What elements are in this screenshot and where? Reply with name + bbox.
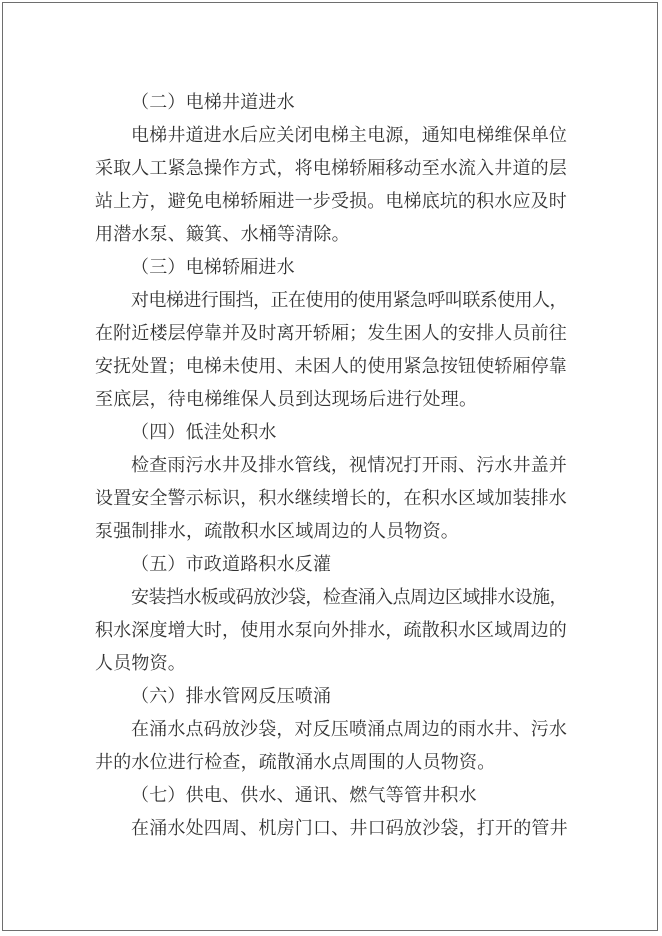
paragraph-line: 井的水位进行检查，疏散涌水点周围的人员物资。 bbox=[95, 752, 496, 772]
paragraph-line: 在涌水处四周、机房门口、井口码放沙袋，打开的管井 bbox=[131, 818, 568, 838]
paragraph-line: 安抚处置；电梯未使用、未困人的使用紧急按钮使轿厢停靠 bbox=[95, 356, 567, 376]
paragraph-line: 在涌水点码放沙袋，对反压喷涌点周边的雨水井、污水 bbox=[131, 719, 568, 739]
paragraph-line: 检查雨污水井及排水管线，视情况打开雨、污水井盖并 bbox=[131, 455, 568, 475]
paragraph-line: 设置安全警示标识，积水继续增长的，在积水区域加装排水 bbox=[95, 488, 567, 508]
heading-line: （三）电梯轿厢进水 bbox=[131, 257, 295, 277]
paragraph-line: 人员物资。 bbox=[95, 653, 186, 673]
paragraph-line: 采取人工紧急操作方式，将电梯轿厢移动至水流入井道的层 bbox=[95, 158, 567, 178]
paragraph-line: 对电梯进行围挡，正在使用的使用紧急呼叫联系使用人， bbox=[131, 290, 567, 310]
heading-line: （二）电梯井道进水 bbox=[131, 92, 295, 112]
paragraph-line: 泵强制排水，疏散积水区域周边的人员物资。 bbox=[95, 521, 459, 541]
paragraph-line: 在附近楼层停靠并及时离开轿厢；发生困人的安排人员前往 bbox=[95, 323, 567, 343]
heading-line: （五）市政道路积水反灌 bbox=[131, 554, 332, 574]
paragraph-line: 用潜水泵、簸箕、水桶等清除。 bbox=[95, 224, 350, 244]
paragraph-line: 安装挡水板或码放沙袋，检查涌入点周边区域排水设施， bbox=[131, 587, 567, 607]
paragraph-line: 站上方，避免电梯轿厢进一步受损。电梯底坑的积水应及时 bbox=[95, 191, 567, 211]
heading-line: （六）排水管网反压喷涌 bbox=[131, 686, 332, 706]
paragraph-line: 至底层，待电梯维保人员到达现场后进行处理。 bbox=[95, 389, 478, 409]
document-body bbox=[95, 86, 567, 845]
heading-line: （四）低洼处积水 bbox=[131, 422, 277, 442]
paragraph-line: 积水深度增大时，使用水泵向外排水，疏散积水区域周边的 bbox=[95, 620, 567, 640]
paragraph-line: 电梯井道进水后应关闭电梯主电源，通知电梯维保单位 bbox=[131, 125, 568, 145]
heading-line: （七）供电、供水、通讯、燃气等管井积水 bbox=[131, 785, 477, 805]
